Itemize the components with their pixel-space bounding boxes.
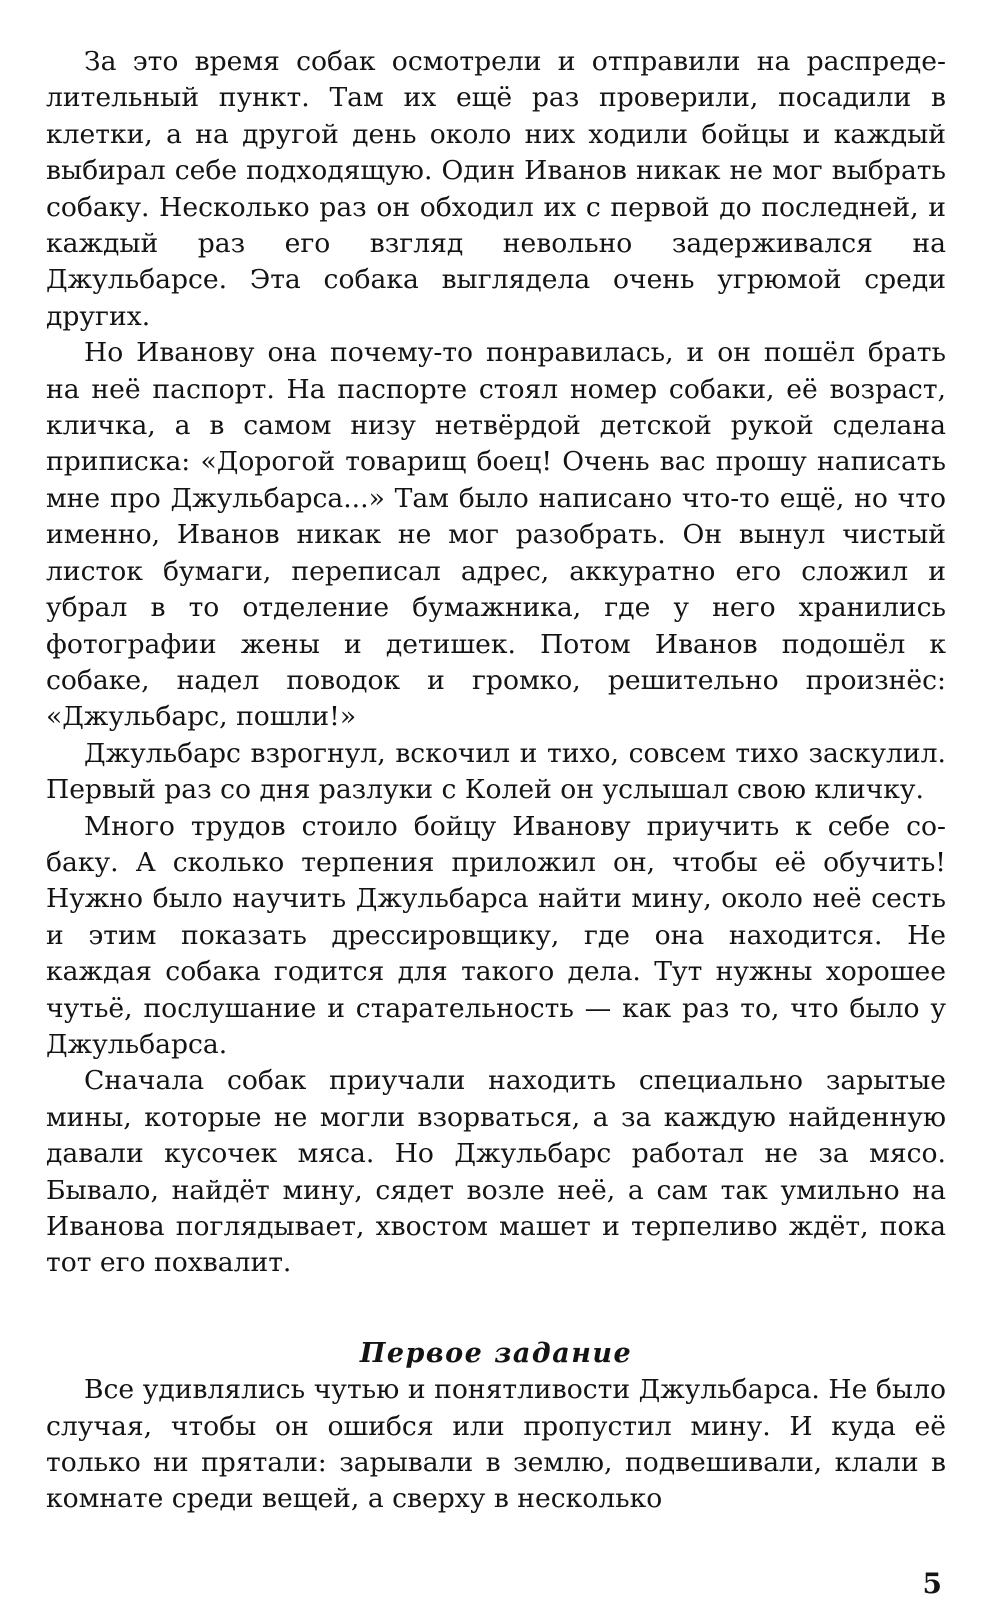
paragraph-first-task: Все удивлялись чутью и понятливости Джульбарса. Не было случая, чтобы он ошибся или пропустил мину. И куда её только ни прятали: зарывали в землю, подвешивали, клали в комнате среди вещей, а сверху в несколько — [46, 1374, 946, 1515]
paragraph-dogs-distribution: За это время собак осмотрели и отправили на распределительный пункт. Там их ещё раз проверили, посадили в клетки, а на другой день около них ходили бойцы и каждый выбирал себе подходящую. Один Иванов никак не мог выбрать собаку. Несколько раз он обходил их с первой до последней, и каждый раз его взгляд невольно задерживался на Джульбарсе. Эта собака выглядела очень угрюмой среди других. — [46, 46, 946, 332]
paragraph-julbars-name: Джульбарс взрогнул, вскочил и тихо, совсем тихо заскулил. Первый раз со дня разлуки с Колей он услышал свою кличку. — [46, 737, 946, 806]
book-page-body — [46, 44, 946, 1518]
page-number: 5 — [922, 1567, 942, 1600]
paragraph-mines-practice: Сначала собак приучали находить специально зарытые мины, которые не могли взорваться, а за каждую найденную давали кусочек мяса. Но Джульбарс работал не за мясо. Бывало, найдёт мину, сядет возле неё, а сам так умильно на Иванова поглядывает, хвостом машет и терпеливо ждёт, пока тот его похвалит. — [46, 1065, 946, 1279]
paragraph-training: Много трудов стоило бойцу Иванову приучить к себе собаку. А сколько терпения приложил он, чтобы её обучить! Нужно было научить Джульбарса найти мину, около неё сесть и этим показать дрессировщику, где она находится. Не каждая собака годится для такого дела. Тут нужны хорошее чутьё, послушание и старательность — как раз то, что было у Джульбарса. — [46, 810, 946, 1060]
section-heading: Первое задание — [359, 1337, 633, 1369]
paragraph-passport: Но Иванову она почему-то понравилась, и он пошёл брать на неё паспорт. На паспорте стоял номер собаки, её возраст, кличка, а в самом низу нетвёрдой детской рукой сделана приписка: «Дорогой товарищ боец! Очень вас прошу написать мне про Джульбарса...» Там было написано что-то ещё, но что именно, Иванов никак не мог разобрать. Он вынул чистый листок бумаги, переписал адрес, аккуратно его сложил и убрал в то отделение бумажника, где у него хранились фотографии жены и детишек. Потом Иванов подошёл к собаке, надел поводок и громко, решительно произнёс: «Джульбарс, пошли!» — [46, 337, 946, 733]
